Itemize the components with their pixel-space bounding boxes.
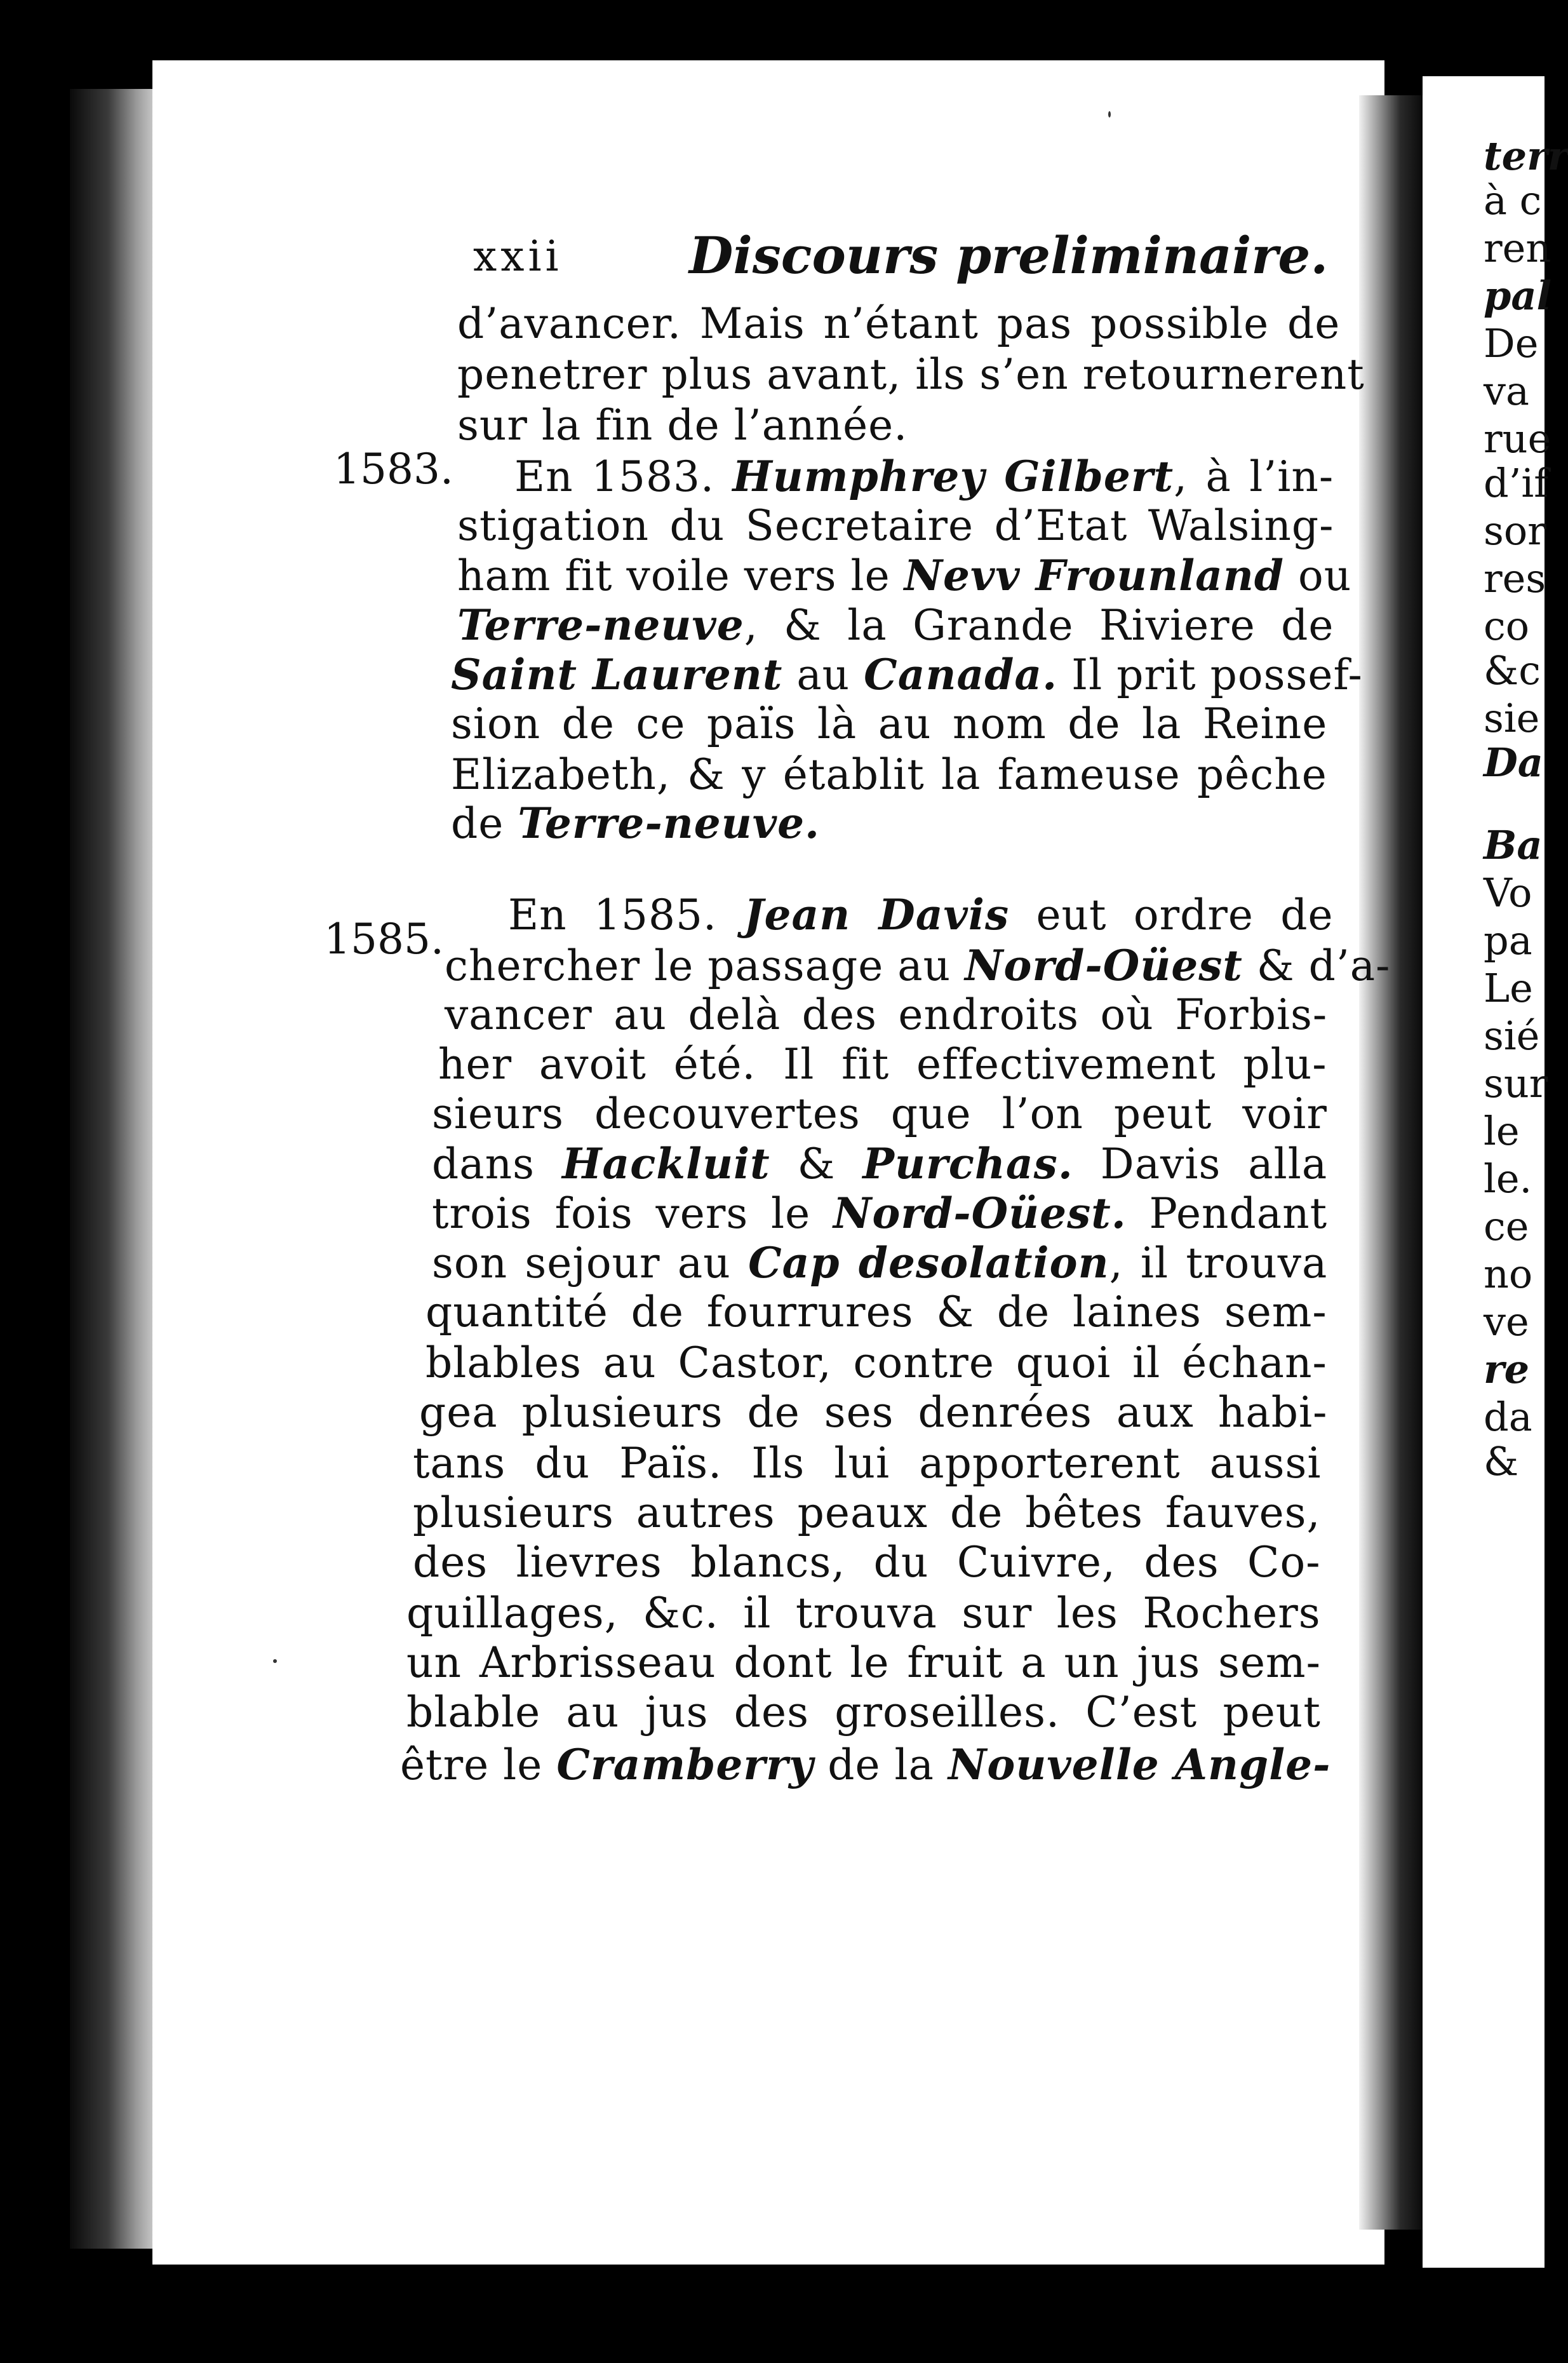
facing-page-fragment: terr xyxy=(1484,133,1568,179)
text-line xyxy=(445,990,1327,1040)
text-run: blable au jus des groseilles. C’est peut xyxy=(406,1688,1321,1737)
margin-year-1585: 1585. xyxy=(324,915,444,964)
italic-name: Nord-Oüest. xyxy=(833,1188,1127,1238)
text-run: son sejour au xyxy=(432,1239,749,1288)
text-run: de la xyxy=(814,1740,948,1789)
text-run: trois fois vers le xyxy=(432,1189,833,1238)
text-line xyxy=(413,1488,1321,1538)
facing-page-fragment: d’if xyxy=(1484,460,1549,506)
text-run: her avoit été. Il fit effectivement plu- xyxy=(438,1040,1327,1089)
italic-name: Cap desolation xyxy=(748,1238,1109,1288)
italic-name: Humphrey Gilbert xyxy=(732,452,1174,501)
facing-page-fragment: Le xyxy=(1484,965,1533,1011)
page-title: Discours preliminaire. xyxy=(689,226,1329,285)
text-run: au xyxy=(782,650,864,699)
text-line xyxy=(438,1039,1327,1090)
text-run: penetrer plus avant, ils s’en retournerent xyxy=(457,350,1365,399)
facing-page-fragment: pal xyxy=(1484,273,1552,319)
facing-page-fragment: &c xyxy=(1484,647,1541,694)
text-run: être le xyxy=(400,1740,557,1789)
italic-name: Hackluit xyxy=(561,1139,770,1188)
text-run: vancer au delà des endroits où Forbis- xyxy=(445,990,1328,1039)
facing-page-fragment: sie xyxy=(1484,695,1540,741)
text-line xyxy=(400,1739,1331,1790)
text-line xyxy=(432,1237,1327,1288)
facing-page-fragment: ve xyxy=(1484,1298,1529,1345)
text-line xyxy=(457,349,1365,400)
facing-page-fragment: va xyxy=(1484,368,1529,414)
text-line xyxy=(508,889,1334,940)
text-line xyxy=(406,1588,1321,1639)
text-run: sieurs decouvertes que l’on peut voir xyxy=(432,1089,1327,1138)
italic-name: Terre-neuve. xyxy=(518,798,821,848)
ink-speck xyxy=(1108,111,1111,118)
italic-name: Purchas. xyxy=(862,1139,1073,1188)
italic-name: Nord-Oüest xyxy=(965,941,1243,990)
facing-page-fragment: ce xyxy=(1484,1203,1529,1249)
facing-page-fragment: co xyxy=(1484,603,1530,649)
text-line xyxy=(514,451,1334,502)
text-run: & xyxy=(770,1140,863,1188)
text-run: quantité de fourrures & de laines sem- xyxy=(426,1288,1327,1336)
facing-page-fragment: De xyxy=(1484,320,1539,367)
margin-year-1583: 1583. xyxy=(333,445,453,494)
text-run: blables au Castor, contre quoi il échan- xyxy=(426,1338,1327,1387)
text-run: gea plusieurs de ses denrées aux habi- xyxy=(419,1388,1328,1437)
text-run: de xyxy=(451,799,518,848)
facing-page-fragment: da xyxy=(1484,1394,1532,1440)
text-run: En 1585. xyxy=(508,891,744,939)
facing-page-fragment: res xyxy=(1484,555,1546,602)
text-line xyxy=(406,1638,1321,1688)
running-head xyxy=(473,219,1329,295)
facing-page-fragment: rue xyxy=(1484,415,1551,462)
facing-page-fragment: no xyxy=(1484,1251,1533,1297)
facing-page-fragment: re xyxy=(1484,1346,1530,1392)
text-run: Pendant xyxy=(1126,1189,1328,1238)
text-line xyxy=(457,400,908,451)
text-line xyxy=(457,299,1340,349)
facing-page-fragment: Vo xyxy=(1484,870,1532,916)
facing-page xyxy=(1423,76,1568,2268)
text-run: Davis alla xyxy=(1073,1140,1328,1188)
italic-name: Nevv Frounland xyxy=(904,551,1285,600)
text-run: , & la Grande Riviere de xyxy=(744,601,1334,650)
facing-page-fragment: Da xyxy=(1484,739,1543,786)
text-line xyxy=(457,600,1334,650)
ink-speck xyxy=(273,1659,277,1663)
text-line xyxy=(426,1338,1327,1389)
text-line xyxy=(426,1287,1327,1338)
text-line xyxy=(451,798,820,849)
text-run: chercher le passage au xyxy=(445,941,965,990)
text-run: eut ordre de xyxy=(1009,891,1334,939)
text-run: sion de ce païs là au nom de la Reine xyxy=(451,699,1328,748)
text-run: stigation du Secretaire d’Etat Walsing- xyxy=(457,501,1334,550)
facing-page-fragment: sur xyxy=(1484,1060,1548,1107)
text-line xyxy=(432,1138,1327,1189)
text-line xyxy=(413,1438,1321,1489)
book-gutter xyxy=(1359,95,1423,2230)
italic-name: Saint Laurent xyxy=(451,650,783,699)
facing-page-fragment: & xyxy=(1484,1438,1519,1484)
text-run: dans xyxy=(432,1140,562,1188)
italic-name: Terre-neuve xyxy=(457,600,744,650)
italic-name: Nouvelle Angle- xyxy=(948,1740,1331,1789)
text-run: d’avancer. Mais n’étant pas possible de xyxy=(457,299,1341,348)
italic-name: Canada. xyxy=(864,650,1058,699)
text-run: & d’a- xyxy=(1242,941,1391,990)
text-run: sur la fin de l’année. xyxy=(457,401,908,450)
text-run: Il prit possef- xyxy=(1057,650,1363,699)
text-run: ham fit voile vers le xyxy=(457,551,904,600)
text-run: En 1583. xyxy=(514,452,733,501)
facing-page-fragment: sor xyxy=(1484,508,1546,554)
facing-page-fragment: Ba xyxy=(1484,822,1543,868)
book-left-edge xyxy=(70,89,165,2249)
text-line xyxy=(457,550,1351,601)
text-run: , il trouva xyxy=(1109,1239,1328,1288)
facing-page-fragment: le. xyxy=(1484,1155,1532,1202)
text-run: Elizabeth, & y établit la fameuse pêche xyxy=(451,750,1327,799)
italic-name: Jean Davis xyxy=(744,890,1010,939)
facing-page-fragment: ren xyxy=(1484,225,1551,271)
italic-name: Cramberry xyxy=(556,1740,814,1789)
text-run: ou xyxy=(1284,551,1352,600)
text-run: quillages, &c. il trouva sur les Rochers xyxy=(406,1589,1321,1638)
text-line xyxy=(451,699,1327,750)
facing-page-fragment: pa xyxy=(1484,917,1532,964)
text-run: plusieurs autres peaux de bêtes fauves, xyxy=(413,1488,1321,1537)
facing-page-fragment: à c xyxy=(1484,177,1542,224)
text-line xyxy=(413,1537,1321,1588)
facing-page-fragment: le xyxy=(1484,1108,1520,1154)
text-line xyxy=(432,1089,1327,1140)
text-line xyxy=(445,940,1390,991)
text-line xyxy=(451,750,1327,800)
text-line xyxy=(457,501,1334,551)
text-run: des lievres blancs, du Cuivre, des Co- xyxy=(413,1538,1321,1587)
text-line xyxy=(406,1687,1321,1738)
text-line xyxy=(419,1387,1327,1438)
text-run: , à l’in- xyxy=(1174,452,1334,501)
page-number: xxii xyxy=(473,232,563,281)
text-line xyxy=(432,1188,1327,1239)
facing-page-fragment: sié xyxy=(1484,1013,1540,1059)
text-run: un Arbrisseau dont le fruit a un jus sem- xyxy=(406,1638,1321,1687)
text-line xyxy=(451,649,1363,700)
text-run: tans du Païs. Ils lui apporterent aussi xyxy=(413,1439,1322,1488)
